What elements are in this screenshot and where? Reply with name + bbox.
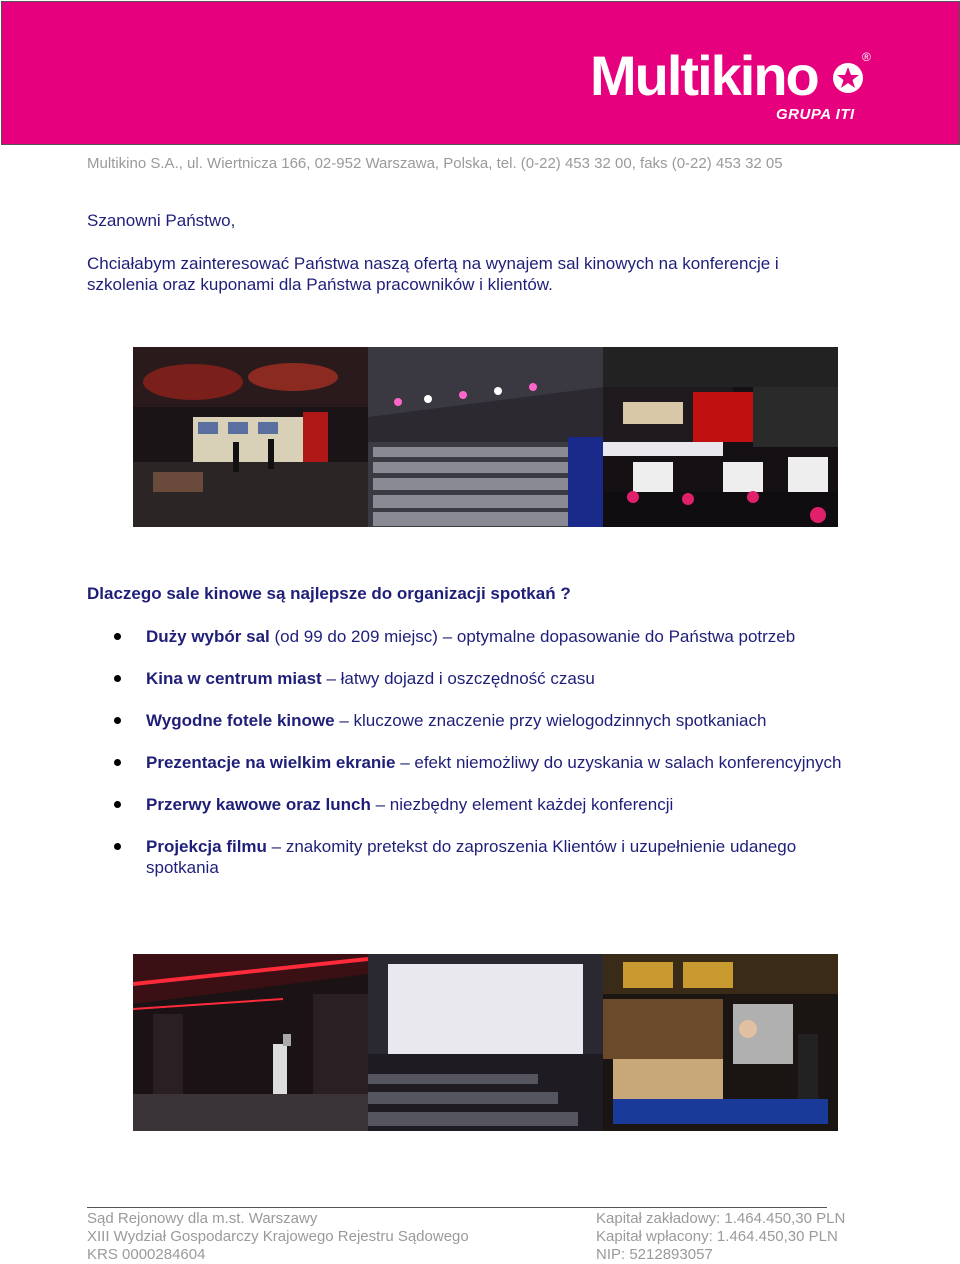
cinema-hall-seats-photo [368,347,603,527]
bullet-bold: Duży wybór sal [146,627,270,646]
footer-right [596,1210,845,1264]
cinema-bar-lounge-photo [603,347,838,527]
footer-krs: KRS 0000284604 [87,1246,206,1263]
bullet-icon [114,759,121,766]
photo-strip-top [133,347,838,527]
header-banner [1,1,960,145]
bullet-icon [114,675,121,682]
footer-court: Sąd Rejonowy dla m.st. Warszawy [87,1210,318,1227]
bullet-icon [114,801,121,808]
list-item [112,668,852,689]
list-item [112,794,852,815]
bullet-icon [114,717,121,724]
bullet-bold: Kina w centrum miast [146,669,322,688]
bullet-bold: Przerwy kawowe oraz lunch [146,795,371,814]
list-item [112,626,852,647]
bullet-icon [114,633,121,640]
footer-nip: NIP: 5212893057 [596,1246,713,1263]
footer-division: XIII Wydział Gospodarczy Krajowego Rejestru Sądowego [87,1228,469,1245]
cinema-screen-photo [368,954,603,1131]
bullet-text: – efekt niemożliwy do uzyskania w salach konferencyjnych [395,753,842,772]
greeting: Szanowni Państwo, [87,211,236,230]
registered-mark: ® [862,50,871,64]
logo-subbrand: GRUPA ITI [776,106,855,123]
benefits-list [112,626,852,899]
cinema-corridor-photo [133,954,368,1131]
cinema-snack-bar-photo [603,954,838,1131]
list-item [112,710,852,731]
bullet-text: – znakomity pretekst do zaproszenia Klientów i uzupełnienie udanego spotkania [146,837,797,877]
star-icon [832,62,864,94]
bullet-bold: Prezentacje na wielkim ekranie [146,753,396,772]
footer-divider [87,1207,827,1208]
bullet-text: – niezbędny element każdej konferencji [370,795,674,814]
intro-paragraph: Chciałabym zainteresować Państwa naszą ofertą na wynajem sal kinowych na konferencje i szkolenia oraz kuponami dla Państwa pracowników i klientów. [87,254,779,294]
company-address: Multikino S.A., ul. Wiertnicza 166, 02-952 Warszawa, Polska, tel. (0-22) 453 32 00, faks (0-22) 453 32 05 [87,155,783,172]
footer-paid-capital: Kapitał wpłacony: 1.464.450,30 PLN [596,1228,838,1245]
section-title: Dlaczego sale kinowe są najlepsze do organizacji spotkań ? [87,584,571,603]
logo-wordmark: Multikino [590,44,818,107]
list-item [112,836,852,878]
footer-left [87,1210,469,1264]
bullet-text: – łatwy dojazd i oszczędność czasu [321,669,595,688]
footer-share-capital: Kapitał zakładowy: 1.464.450,30 PLN [596,1210,846,1227]
bullet-icon [114,843,121,850]
bullet-bold: Projekcja filmu [146,837,267,856]
cinema-lobby-photo [133,347,368,527]
bullet-bold: Wygodne fotele kinowe [146,711,335,730]
bullet-text: (od 99 do 209 miejsc) – optymalne dopasowanie do Państwa potrzeb [269,627,796,646]
photo-strip-bottom [133,954,838,1131]
multikino-logo [590,46,880,126]
list-item [112,752,852,773]
bullet-text: – kluczowe znaczenie przy wielogodzinnych spotkaniach [334,711,767,730]
